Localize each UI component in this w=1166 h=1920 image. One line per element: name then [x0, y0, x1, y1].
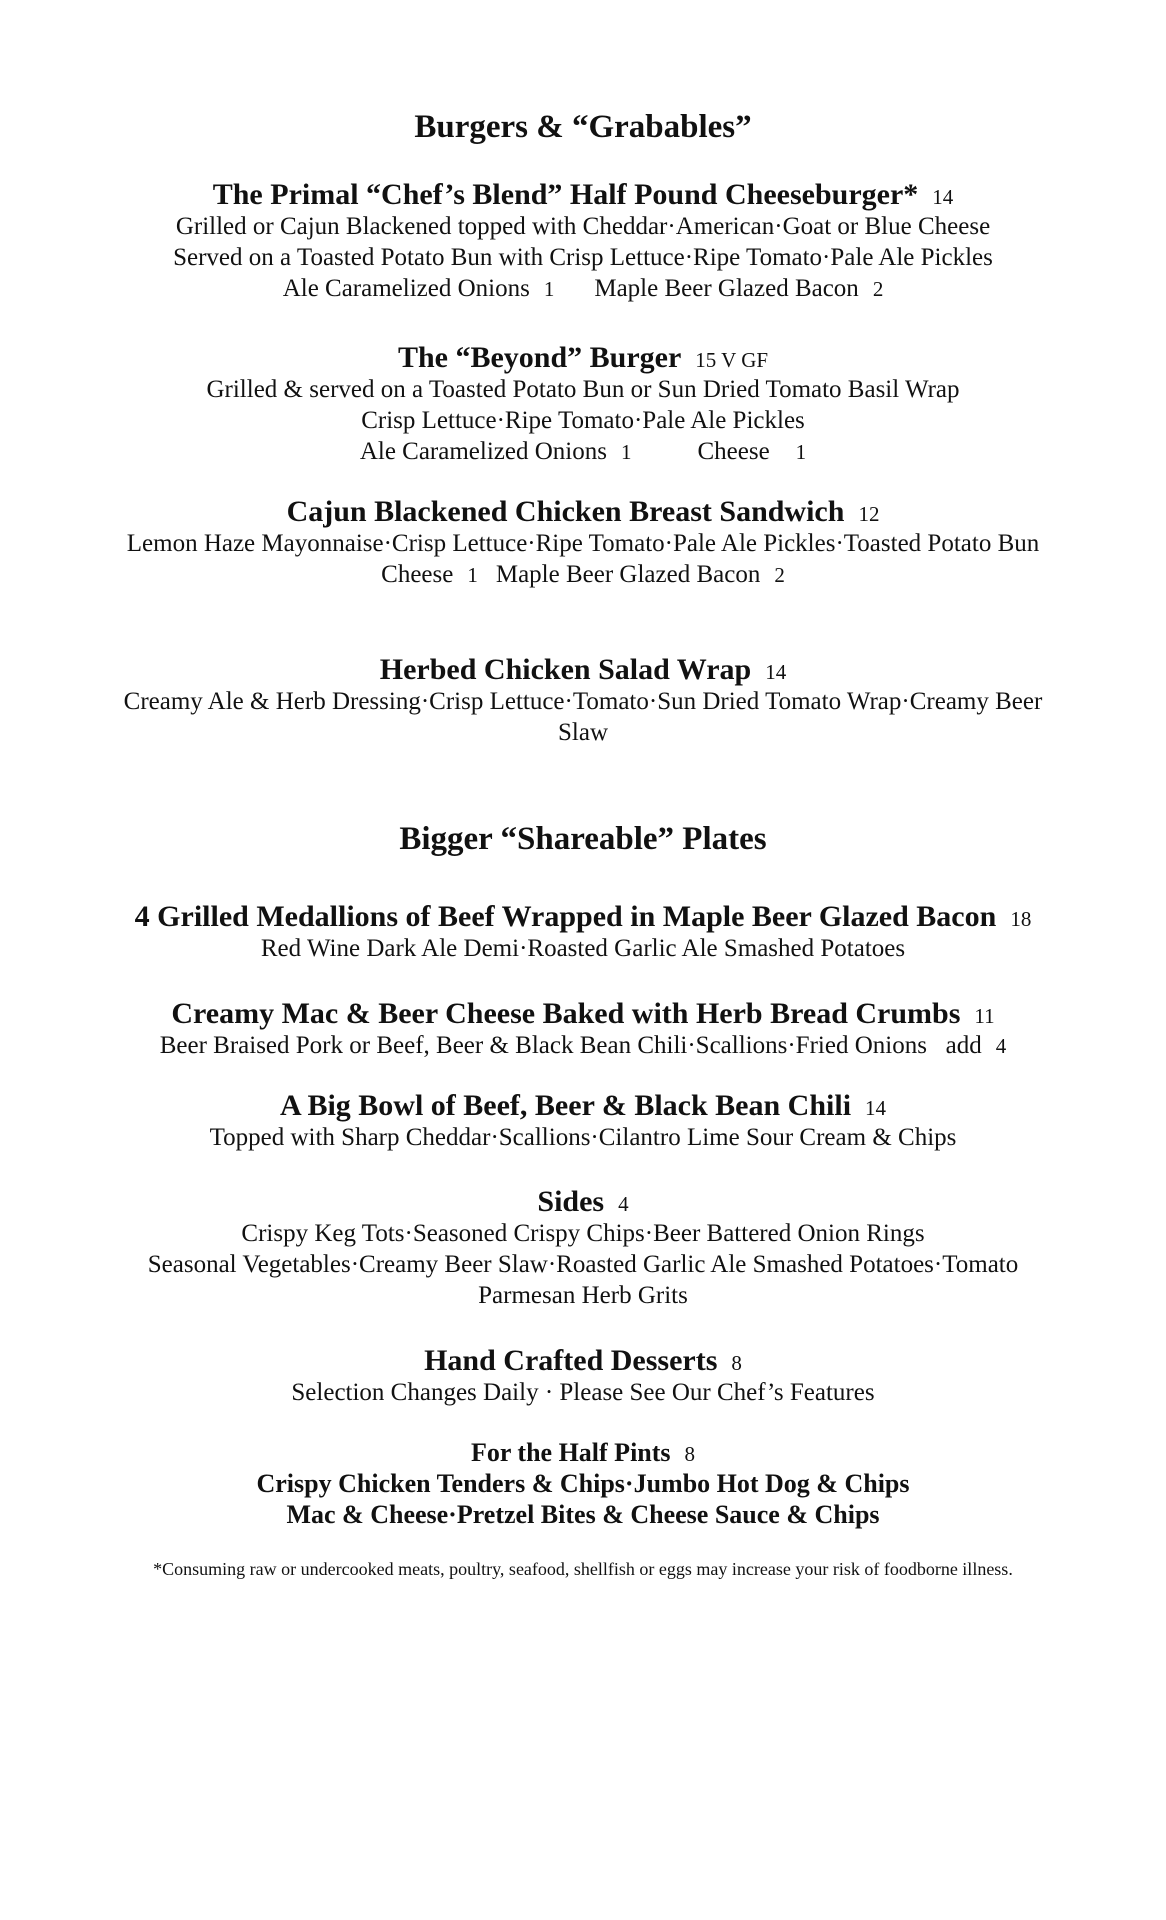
- menu-item-beyond-burger: [0, 341, 1166, 468]
- item-description: Seasonal Vegetables·Creamy Beer Slaw·Roasted Garlic Ale Smashed Potatoes·Tomato Parmesan Herb Grits: [147, 1251, 1019, 1309]
- item-description: Grilled or Cajun Blackened topped with Cheddar·American·Goat or Blue Cheese: [175, 213, 991, 240]
- addon-label: Cheese: [697, 438, 770, 465]
- item-name: Sides: [537, 1185, 605, 1218]
- foodborne-illness-disclaimer: *Consuming raw or undercooked meats, poultry, seafood, shellfish or eggs may increase your risk of foodborne illness.: [153, 1559, 1013, 1579]
- addon-price: 2: [872, 277, 884, 301]
- section-title-burgers: Burgers & “Grabables”: [414, 109, 752, 145]
- item-name: 4 Grilled Medallions of Beef Wrapped in Maple Beer Glazed Bacon: [134, 900, 997, 933]
- add-price: 4: [995, 1034, 1007, 1058]
- menu-item-chicken-salad-wrap: [0, 653, 1166, 748]
- addon-price: 2: [774, 563, 785, 587]
- section-shareable: [0, 820, 1166, 860]
- item-price: 4: [618, 1192, 629, 1216]
- section-burgers: [0, 108, 1166, 148]
- item-price: 14: [932, 185, 954, 209]
- item-description: Crispy Keg Tots·Seasoned Crispy Chips·Beer Battered Onion Rings: [241, 1220, 925, 1247]
- add-label: add: [945, 1032, 982, 1059]
- addon-label: Cheese: [381, 561, 454, 588]
- addon-label: Maple Beer Glazed Bacon: [495, 561, 761, 588]
- item-addons: [0, 273, 1166, 305]
- addon-price: 1: [467, 563, 478, 587]
- item-description: Served on a Toasted Potato Bun with Crisp Lettuce·Ripe Tomato·Pale Ale Pickles: [173, 244, 993, 271]
- item-price: 15 V GF: [695, 348, 769, 372]
- item-addons: [0, 559, 1166, 591]
- menu-item-sides: [0, 1185, 1166, 1311]
- addon-label: Ale Caramelized Onions: [359, 438, 607, 465]
- addon-price: 1: [795, 440, 807, 464]
- menu-item-desserts: [0, 1344, 1166, 1408]
- item-description: Topped with Sharp Cheddar·Scallions·Cilantro Lime Sour Cream & Chips: [209, 1124, 957, 1151]
- menu-item-mac-and-cheese: [0, 997, 1166, 1062]
- addon-label: Ale Caramelized Onions: [282, 275, 530, 302]
- item-name: The Primal “Chef’s Blend” Half Pound Cheeseburger*: [212, 178, 919, 211]
- item-name: Creamy Mac & Beer Cheese Baked with Herb Bread Crumbs: [171, 997, 961, 1030]
- item-price: 14: [865, 1096, 887, 1120]
- item-name: A Big Bowl of Beef, Beer & Black Bean Chili: [279, 1089, 852, 1122]
- item-description: Creamy Ale & Herb Dressing·Crisp Lettuce·Tomato·Sun Dried Tomato Wrap·Creamy Beer Slaw: [123, 688, 1043, 746]
- addon-label: Maple Beer Glazed Bacon: [594, 275, 859, 302]
- item-description: Lemon Haze Mayonnaise·Crisp Lettuce·Ripe Tomato·Pale Ale Pickles·Toasted Potato Bun: [126, 530, 1040, 557]
- addon-price: 1: [620, 440, 632, 464]
- section-title-shareable: Bigger “Shareable” Plates: [399, 821, 767, 857]
- item-price: 8: [731, 1351, 742, 1375]
- item-description: Crisp Lettuce·Ripe Tomato·Pale Ale Pickles: [361, 407, 805, 434]
- kids-item-line: Mac & Cheese·Pretzel Bites & Cheese Sauce & Chips: [286, 1500, 880, 1530]
- addon-price: 1: [543, 277, 555, 301]
- item-description: Selection Changes Daily · Please See Our Chef’s Features: [291, 1379, 875, 1406]
- item-price: 11: [974, 1004, 995, 1028]
- item-description-text: Beer Braised Pork or Beef, Beer & Black Bean Chili·Scallions·Fried Onions: [159, 1032, 927, 1059]
- item-price: 18: [1010, 907, 1032, 931]
- item-price: 14: [765, 660, 787, 684]
- kids-price: 8: [684, 1442, 696, 1466]
- item-price: 12: [858, 502, 880, 526]
- item-description: Red Wine Dark Ale Demi·Roasted Garlic Ale Smashed Potatoes: [260, 935, 906, 962]
- item-name: Cajun Blackened Chicken Breast Sandwich: [286, 495, 845, 528]
- kids-item-line: Crispy Chicken Tenders & Chips·Jumbo Hot Dog & Chips: [256, 1469, 910, 1499]
- item-name: Hand Crafted Desserts: [424, 1344, 718, 1377]
- item-description: Grilled & served on a Toasted Potato Bun or Sun Dried Tomato Basil Wrap: [206, 376, 960, 403]
- item-description: [0, 1030, 1166, 1062]
- item-name: The “Beyond” Burger: [397, 341, 682, 374]
- menu-item-chili-bowl: [0, 1089, 1166, 1153]
- footnote-block: [0, 1559, 1166, 1581]
- menu-item-cajun-chicken: [0, 495, 1166, 591]
- kids-menu: [0, 1437, 1166, 1530]
- menu-item-beef-medallions: [0, 900, 1166, 964]
- item-addons: [0, 436, 1166, 468]
- kids-title: For the Half Pints: [470, 1438, 671, 1467]
- item-name: Herbed Chicken Salad Wrap: [379, 653, 752, 686]
- menu-item-cheeseburger: [0, 178, 1166, 305]
